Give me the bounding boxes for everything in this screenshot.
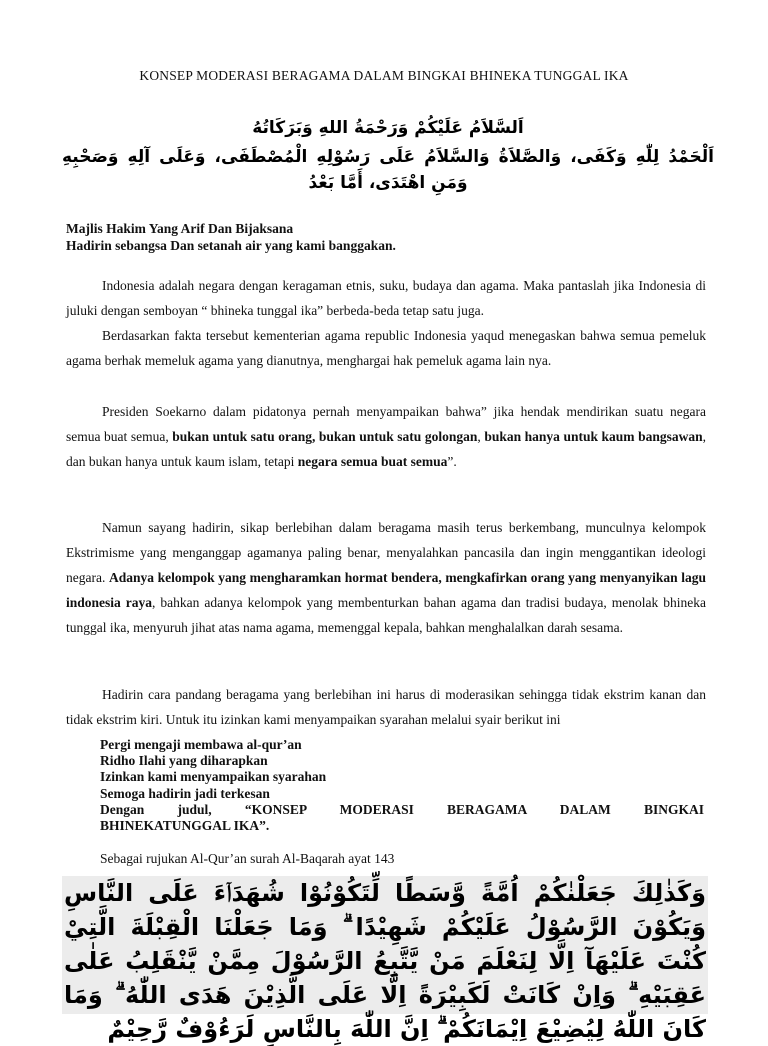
paragraph-3 [66, 399, 706, 474]
paragraph-3-text-3: , dan bukan hanya untuk kaum islam, tetapi [66, 429, 706, 469]
paragraph-2 [66, 323, 706, 373]
poem-line: BHINEKATUNGGAL IKA”. [100, 818, 270, 834]
paragraph-3-text-4: ”. [447, 454, 457, 469]
poem-line: Pergi mengaji membawa al-qur’an [100, 737, 302, 752]
paragraph-1-text: Indonesia adalah negara dengan keragaman etnis, suku, budaya dan agama. Maka pantaslah jika Indonesia di juluki dengan semboyan “ bhineka tunggal ika” berbeda-beda tetap satu juga. [66, 278, 706, 318]
arabic-salam: اَلسَّلاَمُ عَلَيْكُمْ وَرَحْمَةُ اللهِ وَبَرَكَاتُهُ [252, 118, 524, 138]
poem-line: Ridho Ilahi yang diharapkan [100, 753, 268, 769]
arabic-opening: اَلْحَمْدُ لِلّٰهِ وَكَفَى، وَالصَّلاَةُ وَالسَّلاَمُ عَلَى رَسُوْلِهِ الْمُصْطَفَى، وَعَلَى آلِهِ وَصَحْبِهِ وَمَنِ اهْتَدَى، أَمَّا بَعْدُ [62, 147, 714, 193]
paragraph-4-bold-1: Adanya kelompok yang mengharamkan hormat bendera, mengkafirkan orang yang menyanyikan lagu indonesia raya [66, 570, 706, 610]
paragraph-4-text-1: Namun sayang hadirin, sikap berlebihan dalam beragama masih terus berkembang, munculnya kelompok Ekstrimisme yang menganggap agamanya paling benar, menyalahkan pancasila dan ingin menggantikan ideologi negara. [66, 520, 706, 585]
greeting-line-2: Hadirin sebangsa Dan setanah air yang kami banggakan. [66, 238, 396, 253]
paragraph-1 [66, 273, 706, 323]
paragraph-4 [66, 515, 706, 640]
quran-reference: Sebagai rujukan Al-Qur’an surah Al-Baqarah ayat 143 [100, 851, 395, 866]
paragraph-5-text: Hadirin cara pandang beragama yang berlebihan ini harus di moderasikan sehingga tidak ekstrim kanan dan tidak ekstrim kiri. Untuk itu izinkan kami menyampaikan syarahan melalui syair berikut ini [66, 687, 706, 727]
paragraph-3-bold-2: bukan hanya untuk kaum bangsawan [484, 429, 703, 444]
poem [100, 737, 704, 834]
paragraph-3-bold-1: bukan untuk satu orang, bukan untuk satu golongan [172, 429, 478, 444]
paragraph-3-text-1: Presiden Soekarno dalam pidatonya pernah menyampaikan bahwa” jika hendak mendirikan suatu negara semua buat semua, [66, 404, 706, 444]
paragraph-3-text-2: , [477, 429, 485, 444]
paragraph-4-text-2: , bahkan adanya kelompok yang membenturkan bahan agama dan tradisi budaya, menolak bhineka tunggal ika, menyuruh jihat atas nama agama, memenggal kepala, bahkan menghalalkan darah sesama. [66, 595, 706, 635]
document-title: KONSEP MODERASI BERAGAMA DALAM BINGKAI BHINEKA TUNGGAL IKA [139, 68, 629, 83]
greeting-line-1: Majlis Hakim Yang Arif Dan Bijaksana [66, 221, 294, 236]
poem-line: Semoga hadirin jadi terkesan [100, 785, 270, 801]
poem-line: Izinkan kami menyampaikan syarahan [100, 769, 327, 785]
quran-verse: وَكَذٰلِكَ جَعَلْنٰكُمْ اُمَّةً وَّسَطًا لِّتَكُوْنُوْا شُهَدَاۤءَ عَلَى النَّاسِ وَيَكُوْنَ الرَّسُوْلُ عَلَيْكُمْ شَهِيْدًا ۗ وَمَا جَعَلْنَا الْقِبْلَةَ الَّتِيْ كُنْتَ عَلَيْهَآ اِلَّا لِنَعْلَمَ مَنْ يَّتَّبِعُ الرَّسُوْلَ مِمَّنْ يَّنْقَلِبُ عَلٰى عَقِبَيْهِ ۗ وَاِنْ كَانَتْ لَكَبِيْرَةً اِلَّا عَلَى الَّذِيْنَ هَدَى اللّٰهُ ۗ وَمَا كَانَ اللّٰهُ لِيُضِيْعَ اِيْمَانَكُمْ ۗ اِنَّ اللّٰهَ بِالنَّاسِ لَرَءُوْفٌ رَّحِيْمٌ [62, 876, 708, 1014]
paragraph-2-text: Berdasarkan fakta tersebut kementerian agama republic Indonesia yaqud menegaskan bahwa semua pemeluk agama berhak memeluk agama yang dianutnya, menghargai hak pemeluk agama lain nya. [66, 328, 706, 368]
paragraph-3-bold-3: negara semua buat semua [297, 454, 448, 469]
paragraph-5 [66, 682, 706, 732]
poem-line: Dengan judul, “KONSEP MODERASI BERAGAMA DALAM BINGKAI [100, 801, 704, 817]
